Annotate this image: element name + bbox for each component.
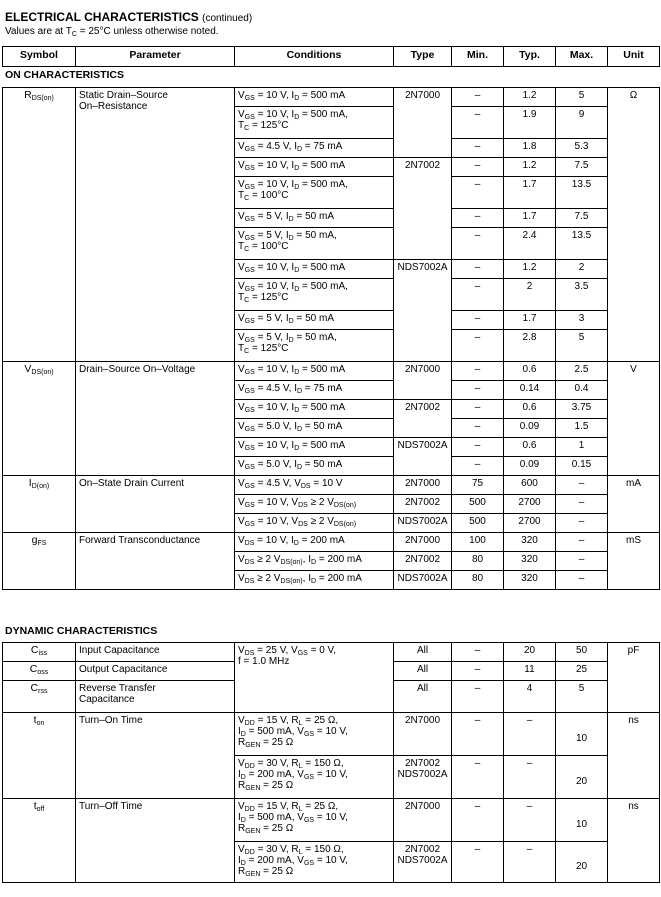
table-row: $R_{DS(on)}$ Static Drain–Source On–Resistance $V_{GS} = 10$ V, $I_D = 500$ mA 2N7000 – 1.2 5 Ω bbox=[3, 88, 660, 107]
table-row: $V_{GS} = 10$ V, $I_D = 500$ mA NDS7002A – 0.6 1 bbox=[3, 438, 660, 457]
on-characteristics-heading: ON CHARACTERISTICS bbox=[5, 69, 125, 81]
unit-ns: ns bbox=[608, 713, 660, 799]
table-row: $V_{DD} = 30$ V, $R_L = 150$ Ω, $I_D = 200$ mA, $V_{GS} = 10$ V, $R_{GEN} = 25$ Ω 2N7002 NDS7002A – – 20 bbox=[3, 842, 660, 883]
table-row: $V_{GS} = 5.0$ V, $I_D = 50$ mA – 0.09 0.15 bbox=[3, 457, 660, 476]
table-row: $C_{rss}$ Reverse Transfer Capacitance All – 4 5 bbox=[3, 681, 660, 713]
unit-ma: mA bbox=[608, 476, 660, 533]
symbol-rds-on: $R_{DS(on)}$ bbox=[3, 88, 76, 362]
symbol-crss: $C_{rss}$ bbox=[3, 681, 76, 713]
symbol-ton: $t_{on}$ bbox=[3, 713, 76, 799]
table-row: $t_{on}$ Turn–On Time $V_{DD} = 15$ V, $R_L = 25$ Ω, $I_D = 500$ mA, $V_{GS} = 10$ V, $R_{GEN} = 25$ Ω 2N7000 – – 10 ns bbox=[3, 713, 660, 756]
table-row: $V_{DD} = 30$ V, $R_L = 150$ Ω, $I_D = 200$ mA, $V_{GS} = 10$ V, $R_{GEN} = 25$ Ω 2N7002 NDS7002A – – 20 bbox=[3, 756, 660, 799]
table-row: $V_{GS} = 5$ V, $I_D = 50$ mA, $T_C = 100^\circ C$ – 2.4 13.5 bbox=[3, 228, 660, 260]
table-row: $I_{D(on)}$ On–State Drain Current $V_{GS} = 4.5$ V, $V_{DS} = 10$ V 2N7000 75 600 – mA bbox=[3, 476, 660, 495]
unit-ns: ns bbox=[608, 799, 660, 883]
symbol-toff: $t_{off}$ bbox=[3, 799, 76, 883]
unit-volt: V bbox=[608, 362, 660, 476]
col-symbol: Symbol bbox=[3, 47, 76, 67]
dynamic-characteristics-heading: DYNAMIC CHARACTERISTICS bbox=[5, 625, 158, 637]
conditions-note: Values are at $T_C = 25^\circ C$ unless otherwise noted. bbox=[5, 26, 219, 38]
table-row: $V_{GS} = 10$ V, $I_D = 500$ mA 2N7002 – 0.6 3.75 bbox=[3, 400, 660, 419]
table-header-row bbox=[3, 47, 660, 67]
table-row: $C_{oss}$ Output Capacitance All – 11 25 bbox=[3, 662, 660, 681]
on-characteristics-body bbox=[2, 87, 660, 590]
table-row: $V_{GS} = 4.5$ V, $I_D = 75$ mA – 1.8 5.3 bbox=[3, 139, 660, 158]
col-type: Type bbox=[394, 47, 452, 67]
col-parameter: Parameter bbox=[76, 47, 235, 67]
table-row: $V_{GS} = 10$ V, $I_D = 500$ mA, $T_C = 125^\circ C$ – 1.9 9 bbox=[3, 107, 660, 139]
table-row: $V_{GS} = 10$ V, $I_D = 500$ mA 2N7002 – 1.2 7.5 bbox=[3, 158, 660, 177]
col-max: Max. bbox=[556, 47, 608, 67]
param-static-drain-source: Static Drain–Source On–Resistance bbox=[76, 88, 235, 362]
symbol-vds-on: $V_{DS(on)}$ bbox=[3, 362, 76, 476]
unit-ohm: Ω bbox=[608, 88, 660, 362]
col-min: Min. bbox=[452, 47, 504, 67]
table-row: $V_{GS} = 10$ V, $I_D = 500$ mA NDS7002A – 1.2 2 bbox=[3, 260, 660, 279]
table-row: $V_{DS(on)}$ Drain–Source On–Voltage $V_{GS} = 10$ V, $I_D = 500$ mA 2N7000 – 0.6 2.5 V bbox=[3, 362, 660, 381]
symbol-id-on: $I_{D(on)}$ bbox=[3, 476, 76, 533]
table-row: $V_{GS} = 10$ V, $V_{DS} \ge 2$ $V_{DS(on)}$ NDS7002A 500 2700 – bbox=[3, 514, 660, 533]
table-row: $C_{iss}$ Input Capacitance $V_{DS} = 25$ V, $V_{GS} = 0$ V, f = 1.0 MHz All – 20 50 pF bbox=[3, 643, 660, 662]
unit-pf: pF bbox=[608, 643, 660, 713]
section-title: ELECTRICAL CHARACTERISTICS (continued) bbox=[5, 10, 253, 24]
col-conditions: Conditions bbox=[235, 47, 394, 67]
table-row: $V_{GS} = 10$ V, $I_D = 500$ mA, $T_C = 125^\circ C$ – 2 3.5 bbox=[3, 279, 660, 311]
table-row: $V_{GS} = 5$ V, $I_D = 50$ mA – 1.7 7.5 bbox=[3, 209, 660, 228]
param-on-state-drain-current: On–State Drain Current bbox=[76, 476, 235, 533]
param-drain-source-on-voltage: Drain–Source On–Voltage bbox=[76, 362, 235, 476]
table-row: $V_{DS} \ge 2$ $V_{DS(on)}$, $I_D = 200$ mA NDS7002A 80 320 – bbox=[3, 571, 660, 590]
table-row: $t_{off}$ Turn–Off Time $V_{DD} = 15$ V, $R_L = 25$ Ω, $I_D = 500$ mA, $V_{GS} = 10$ V, $R_{GEN} = 25$ Ω 2N7000 – – 10 ns bbox=[3, 799, 660, 842]
col-unit: Unit bbox=[608, 47, 660, 67]
table-row: $V_{GS} = 4.5$ V, $I_D = 75$ mA – 0.14 0.4 bbox=[3, 381, 660, 400]
table-row: $g_{FS}$ Forward Transconductance $V_{DS} = 10$ V, $I_D = 200$ mA 2N7000 100 320 – mS bbox=[3, 533, 660, 552]
table-row: $V_{GS} = 5.0$ V, $I_D = 50$ mA – 0.09 1.5 bbox=[3, 419, 660, 438]
symbol-gfs: $g_{FS}$ bbox=[3, 533, 76, 590]
symbol-coss: $C_{oss}$ bbox=[3, 662, 76, 681]
table-row: $V_{DS} \ge 2$ $V_{DS(on)}$, $I_D = 200$ mA 2N7002 80 320 – bbox=[3, 552, 660, 571]
table-row: $V_{GS} = 5$ V, $I_D = 50$ mA – 1.7 3 bbox=[3, 311, 660, 330]
unit-ms: mS bbox=[608, 533, 660, 590]
on-characteristics-table bbox=[2, 46, 660, 67]
param-forward-transconductance: Forward Transconductance bbox=[76, 533, 235, 590]
table-row: $V_{GS} = 10$ V, $I_D = 500$ mA, $T_C = 100^\circ C$ – 1.7 13.5 bbox=[3, 177, 660, 209]
symbol-ciss: $C_{iss}$ bbox=[3, 643, 76, 662]
table-row: $V_{GS} = 5$ V, $I_D = 50$ mA, $T_C = 125^\circ C$ – 2.8 5 bbox=[3, 330, 660, 362]
dynamic-characteristics-body bbox=[2, 642, 660, 883]
col-typ: Typ. bbox=[504, 47, 556, 67]
table-row: $V_{GS} = 10$ V, $V_{DS} \ge 2$ $V_{DS(on)}$ 2N7002 500 2700 – bbox=[3, 495, 660, 514]
